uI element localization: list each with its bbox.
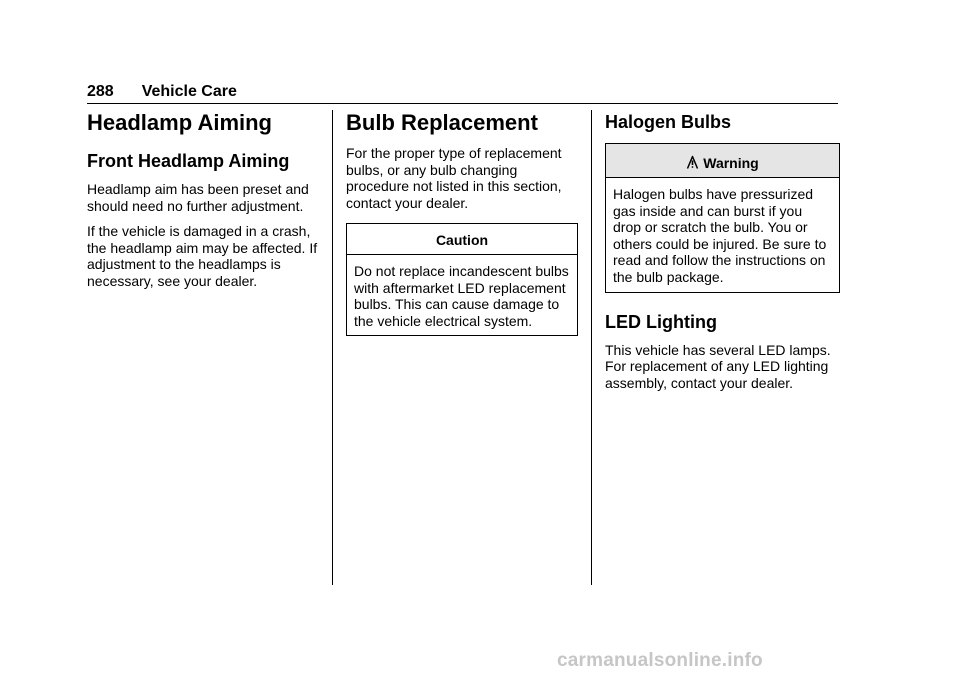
- warning-title: Warning: [703, 155, 759, 171]
- watermark: carmanualsonline.info: [557, 650, 763, 671]
- headlamp-crash-paragraph: If the vehicle is damaged in a crash, the headlamp aim may be affected. If adjustment to the headlamps is necessary, see your dealer.: [87, 223, 318, 289]
- page-number: 288: [87, 83, 114, 100]
- warning-box: [605, 143, 840, 293]
- column-divider-1: [332, 110, 333, 585]
- page-header: [87, 83, 237, 101]
- warning-triangle-icon: [686, 146, 699, 184]
- column-1: [87, 110, 327, 289]
- caution-box: [346, 223, 578, 336]
- column-divider-2: [591, 110, 592, 585]
- caution-title: Caution: [347, 224, 577, 255]
- led-lighting-paragraph: This vehicle has several LED lamps. For replacement of any LED lighting assembly, contact your dealer.: [605, 341, 831, 391]
- caution-body: [347, 255, 577, 335]
- headlamp-aim-paragraph: Headlamp aim has been preset and should need no further adjustment.: [87, 181, 309, 214]
- bulb-replacement-paragraph: For the proper type of replacement bulbs, or any bulb changing procedure not listed in this section, contact your dealer.: [346, 145, 562, 211]
- column-2: [346, 110, 578, 336]
- column-3: [605, 110, 840, 391]
- warning-text: Halogen bulbs have pressurized gas inside and can burst if you drop or scratch the bulb. You or others could be injured. Be sure to read and follow the instructions on the bulb package.: [613, 186, 827, 285]
- warning-body: [606, 178, 839, 292]
- halogen-bulbs-title: Halogen Bulbs: [605, 112, 732, 132]
- header-rule: [87, 103, 838, 104]
- section-title: Vehicle Care: [141, 83, 237, 100]
- headlamp-aiming-title: Headlamp Aiming: [87, 110, 272, 135]
- warning-header: [606, 144, 839, 178]
- caution-text: Do not replace incandescent bulbs with aftermarket LED replacement bulbs. This can cause damage to the vehicle electrical system.: [354, 263, 569, 329]
- led-lighting-title: LED Lighting: [605, 311, 717, 332]
- front-headlamp-aiming-title: Front Headlamp Aiming: [87, 151, 290, 171]
- bulb-replacement-title: Bulb Replacement: [346, 110, 538, 135]
